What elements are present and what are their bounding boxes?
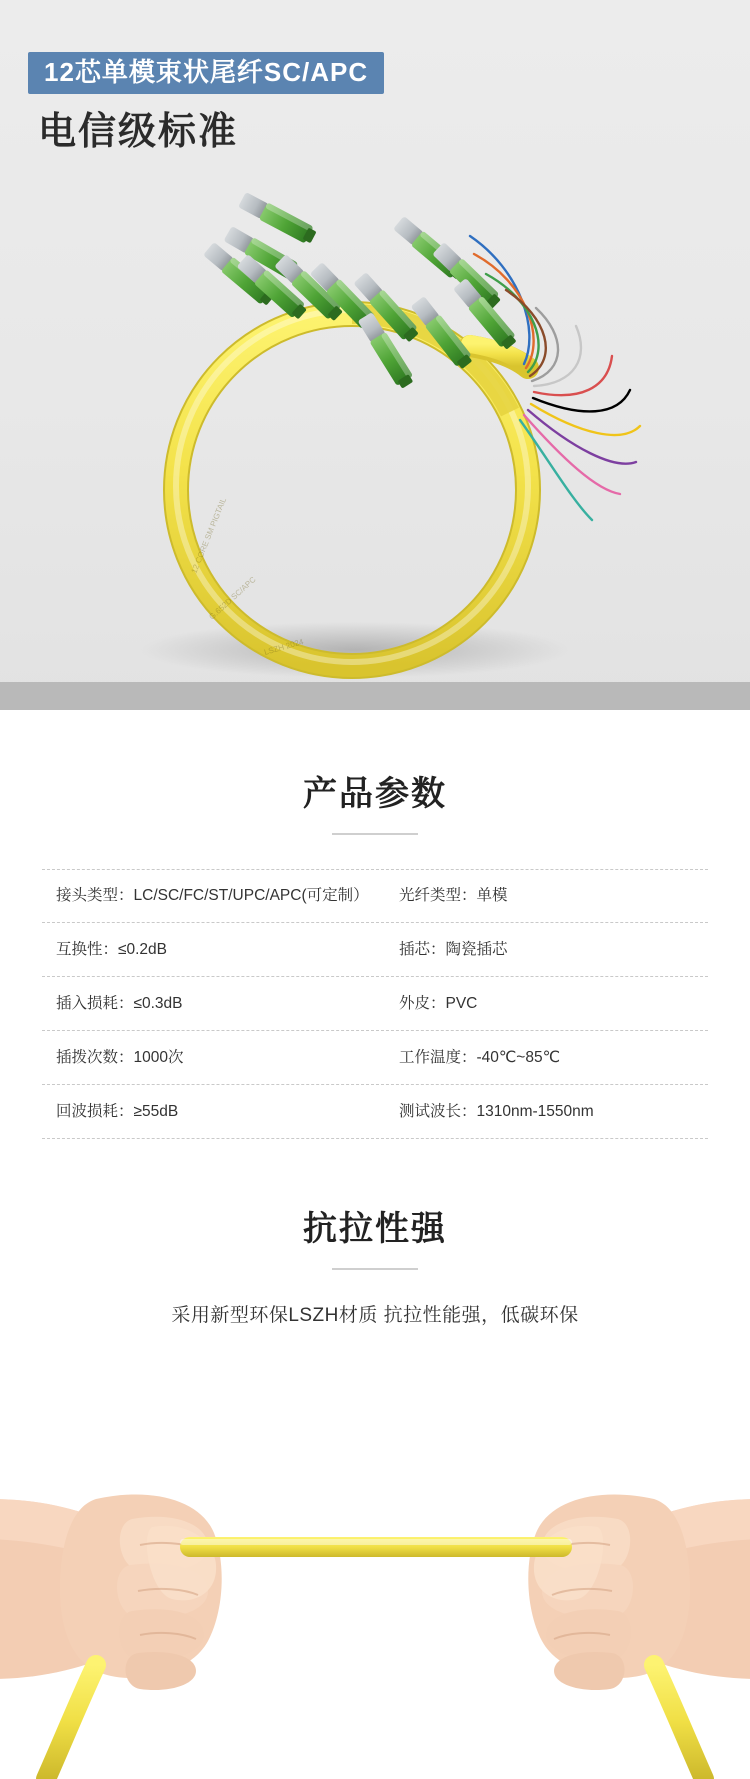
strength-title: 抗拉性强 [303,1210,447,1248]
param-return-loss: 回波损耗：≥55dB [56,1102,179,1120]
table-row [42,869,708,923]
title-divider [332,833,418,835]
param-connector-type: 接头类型：LC/SC/FC/ST/UPC/APC(可定制） [56,887,369,905]
hero-banner [0,0,750,710]
parameters-table [42,869,708,1139]
table-row [42,1085,708,1139]
left-fist [60,1494,222,1690]
tensile-strength-section [0,1139,750,1779]
parameters-title: 产品参数 [303,775,447,813]
pigtail-illustration [0,150,750,690]
strength-divider [332,1268,418,1270]
table-row [42,923,708,977]
hero-title-badge: 12芯单模束状尾纤SC/APC [28,52,384,94]
hands-pulling-cable-image [0,1349,750,1779]
svg-text:12 CORE SM PIGTAIL: 12 CORE SM PIGTAIL [189,496,229,575]
product-parameters-section [0,710,750,1139]
param-fiber-type: 光纤类型：单模 [399,887,508,905]
param-operating-temperature: 工作温度：-40℃~85℃ [399,1048,561,1066]
param-jacket: 外皮：PVC [399,994,478,1012]
hero-bottom-bar [0,682,750,710]
table-row [42,1031,708,1085]
strength-description: 采用新型环保LSZH材质 抗拉性能强，低碳环保 [171,1305,579,1326]
param-interchangeability: 互换性：≤0.2dB [56,940,168,958]
product-image [0,150,750,690]
param-ferrule: 插芯：陶瓷插芯 [399,940,508,958]
param-mating-cycles: 插拨次数：1000次 [56,1048,184,1066]
svg-text:LSZH 2024: LSZH 2024 [263,637,305,657]
svg-text:G.652D SC/APC: G.652D SC/APC [207,574,258,622]
table-row [42,977,708,1031]
hero-subtitle: 电信级标准 [38,111,239,153]
param-insertion-loss: 插入损耗：≤0.3dB [56,994,183,1012]
hands-illustration [0,1349,750,1779]
right-fist [528,1494,690,1690]
param-test-wavelength: 测试波长：1310nm-1550nm [399,1102,594,1120]
